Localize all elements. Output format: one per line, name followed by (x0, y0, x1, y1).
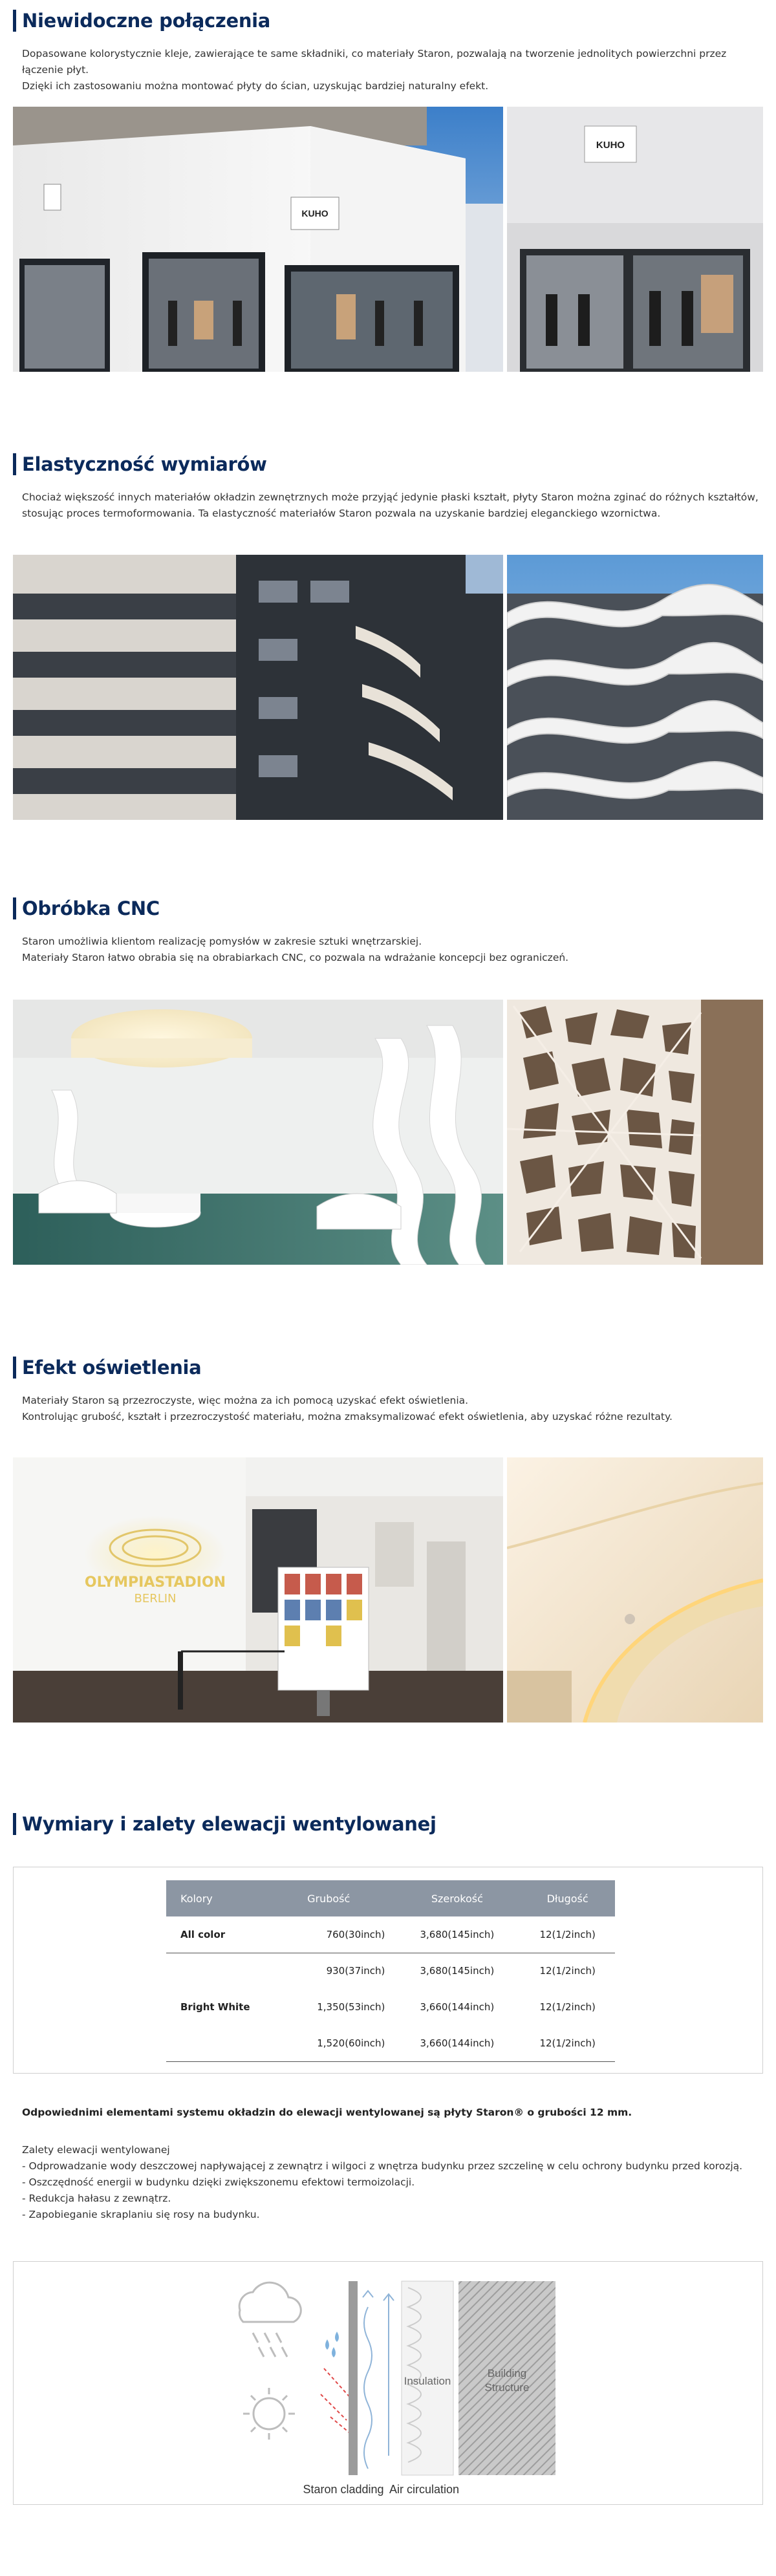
text-line: Dzięki ich zastosowaniu można montować płyty do ścian, uzyskując bardziej naturalny efekt. (22, 80, 489, 92)
section-title-dimension-flexibility: Elastyczność wymiarów (13, 453, 267, 475)
table-cell: All color (166, 1916, 263, 1953)
section-title-invisible-joints: Niewidoczne połączenia (13, 10, 270, 32)
spec-table-container (13, 1867, 763, 2074)
list-item: - Odprowadzanie wody deszczowej napływającej z zewnątrz i wilgoci z wnętrza budynku przez szczelinę w celu ochrony budynku przed korozją. (22, 2160, 743, 2172)
water-drops-icon (325, 2332, 339, 2357)
table-cell: 3,680(145inch) (394, 1916, 520, 1953)
staron-cladding-panel (349, 2281, 358, 2475)
text-line: stosując proces termoformowania. Ta elastyczność materiałów Staron pozwala na uzyskanie bardziej eleganckiego wzornictwa. (22, 508, 661, 519)
air-circulation-label: Air circulation (389, 2483, 460, 2496)
photo-cnc-lattice-screen (507, 1000, 763, 1265)
sun-icon (243, 2388, 295, 2440)
table-row (166, 1989, 615, 2025)
photo-storefront-corner (13, 107, 503, 372)
table-cell: 12(1/2inch) (539, 2001, 596, 2013)
photo-storefront-front (507, 107, 763, 372)
text-line: Dopasowane kolorystycznie kleje, zawierające te same składniki, co materiały Staron, pozwalają na tworzenie jednolitych powierzchni przez łączenie płyt. (22, 48, 727, 76)
photo-olympiastadion-reception (13, 1457, 503, 1723)
storefront-sign: KUHO (301, 208, 329, 219)
advantages-list (22, 2142, 759, 2223)
insulation-label: Insulation (404, 2375, 451, 2387)
table-cell: 1,520(60inch) (263, 2025, 394, 2061)
spec-table (166, 1880, 615, 2062)
building-structure-label-line2: Structure (484, 2381, 530, 2394)
section-title-cnc: Obróbka CNC (13, 897, 160, 919)
table-cell (166, 2025, 263, 2061)
table-cell: 930(37inch) (326, 1965, 385, 1977)
rain-cloud-icon (239, 2282, 301, 2357)
text-line: Materiały Staron łatwo obrabia się na obrabiarkach CNC, co pozwala na wdrażanie koncepcji bez ograniczeń. (22, 952, 569, 963)
heat-arrows-icon (321, 2368, 353, 2433)
list-item: - Redukcja hałasu z zewnątrz. (22, 2193, 171, 2204)
ventilated-facade-diagram (13, 2261, 763, 2505)
table-cell: 12(1/2inch) (520, 1916, 615, 1953)
text-line: Staron umożliwia klientom realizację pomysłów w zakresie sztuki wnętrzarskiej. (22, 936, 422, 947)
advantages-heading: Zalety elewacji wentylowanej (22, 2144, 170, 2156)
section-title-ventilated-facade: Wymiary i zalety elewacji wentylowanej (13, 1813, 436, 1835)
list-item: - Oszczędność energii w budynku dzięki zwiększonemu efektowi termoizolacji. (22, 2176, 415, 2188)
table-cell: 12(1/2inch) (539, 1965, 596, 1977)
table-header-cell: Długość (520, 1880, 615, 1916)
olympiastadion-sign-line2: BERLIN (134, 1592, 177, 1605)
system-summary: Odpowiednimi elementami systemu okładzin do elewacji wentylowanej są płyty Staron® o grubości 12 mm. (22, 2107, 632, 2118)
staron-cladding-label: Staron cladding (303, 2483, 384, 2496)
photo-wave-balconies (507, 555, 763, 820)
list-item: - Zapobieganie skraplaniu się rosy na budynku. (22, 2209, 260, 2220)
table-cell: 3,660(144inch) (394, 2025, 520, 2061)
section-title-lighting-effect: Efekt oświetlenia (13, 1357, 201, 1379)
air-circulation-arrows (363, 2291, 394, 2469)
building-structure-label-line1: Building (487, 2367, 527, 2379)
photo-curved-facade-street (13, 555, 503, 820)
section-text-dimension-flexibility (22, 489, 759, 522)
table-row (166, 1916, 615, 1953)
table-cell (166, 1953, 263, 1989)
table-header-cell: Grubość (263, 1880, 394, 1916)
section-text-lighting-effect (22, 1393, 759, 1425)
table-row (166, 2025, 615, 2061)
table-cell: 3,660(144inch) (420, 2001, 495, 2013)
table-cell: Bright White (180, 2001, 250, 2013)
section-text-cnc (22, 934, 759, 966)
storefront-sign: KUHO (596, 140, 625, 151)
text-line: Chociaż większość innych materiałów okładzin zewnętrznych może przyjąć jedynie płaski kształt, płyty Staron można zginać do różnych kształtów, (22, 491, 759, 503)
table-header-cell: Kolory (166, 1880, 263, 1916)
photo-backlit-ceiling (507, 1457, 763, 1723)
table-cell: 760(30inch) (263, 1916, 394, 1953)
table-cell: 12(1/2inch) (520, 2025, 615, 2061)
photo-lobby-wave-partitions (13, 1000, 503, 1265)
table-row (166, 1953, 615, 1989)
section-text-invisible-joints (22, 46, 759, 94)
olympiastadion-sign-line1: OLYMPIASTADION (84, 1574, 226, 1591)
table-cell: 1,350(53inch) (317, 2001, 385, 2013)
table-cell: 3,680(145inch) (420, 1965, 495, 1977)
table-header-cell: Szerokość (394, 1880, 520, 1916)
text-line: Materiały Staron są przezroczyste, więc można za ich pomocą uzyskać efekt oświetlenia. (22, 1395, 469, 1406)
table-header-row (166, 1880, 615, 1916)
text-line: Kontrolując grubość, kształt i przezroczystość materiału, można zmaksymalizować efekt oświetlenia, aby uzyskać różne rezultaty. (22, 1411, 673, 1422)
